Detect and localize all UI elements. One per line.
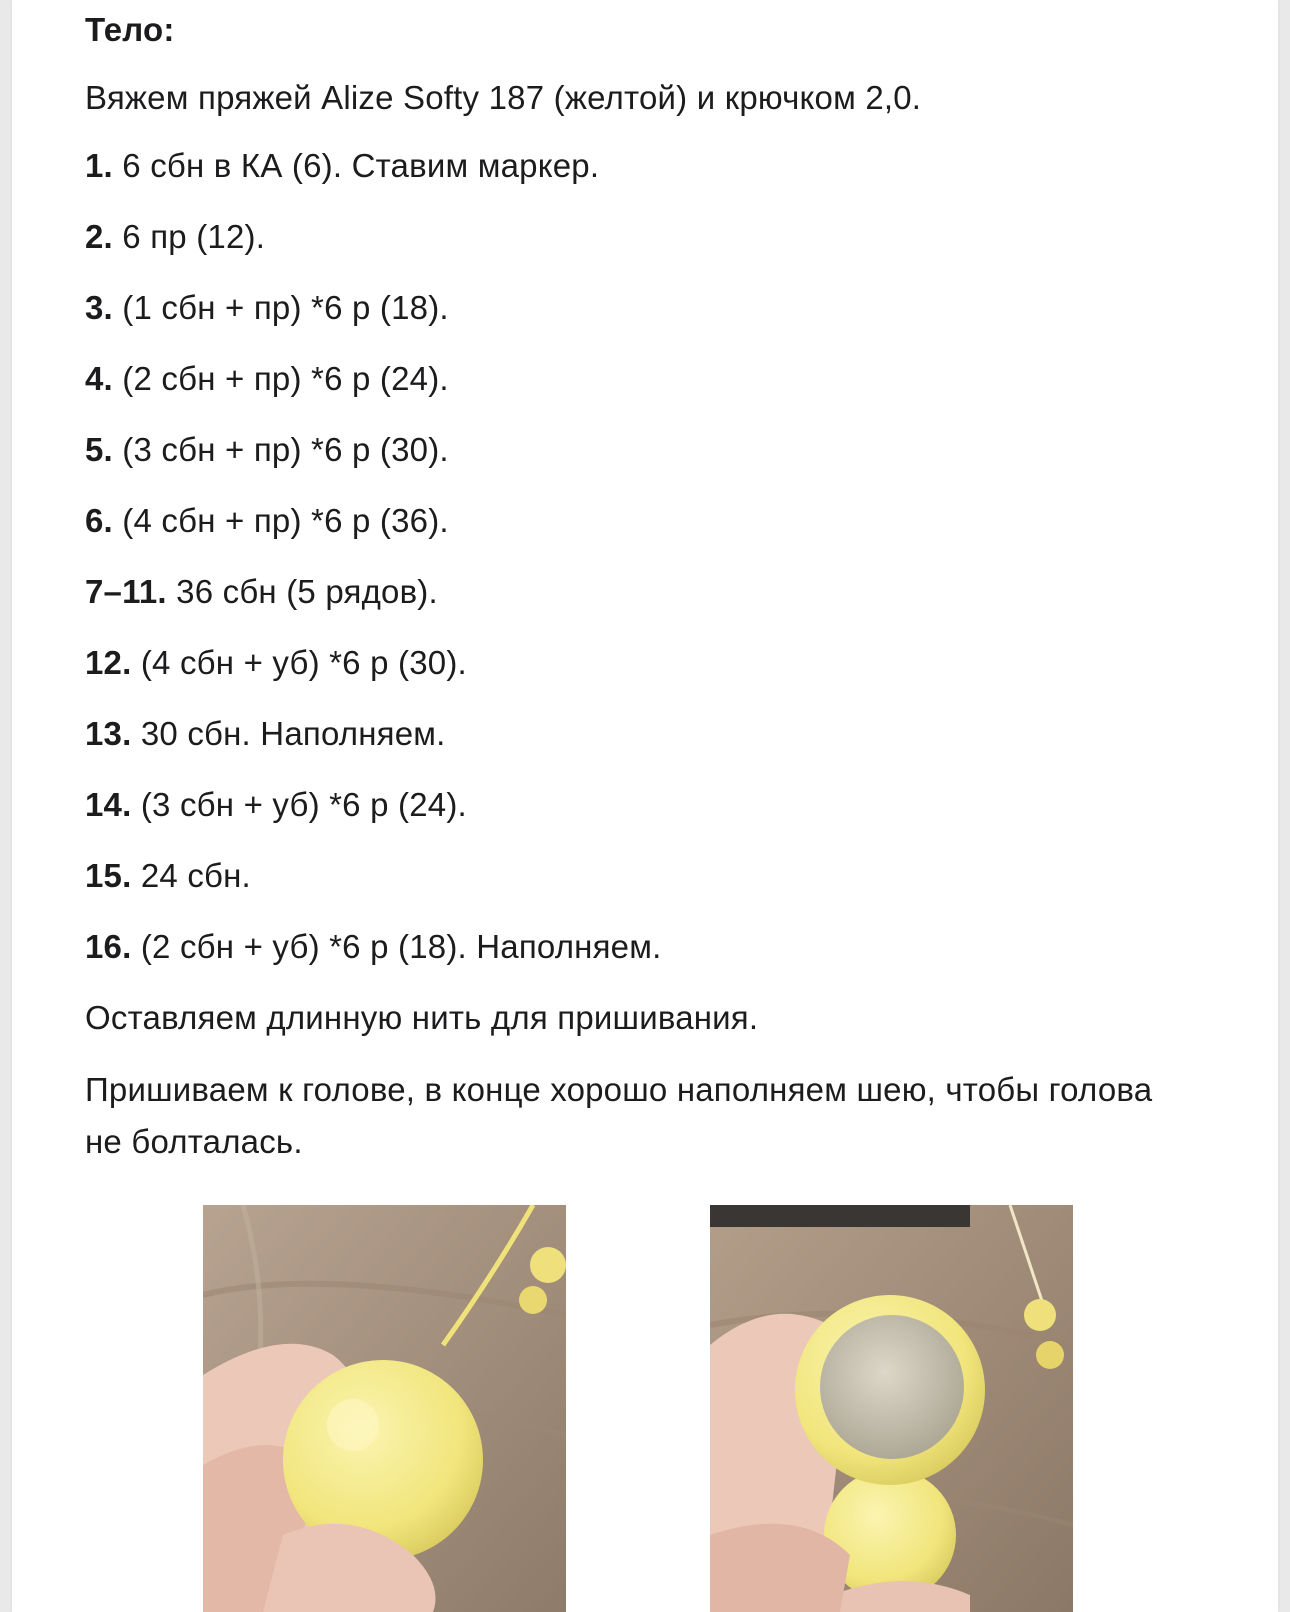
row-number: 4. xyxy=(85,360,113,397)
materials-intro: Вяжем пряжей Alize Softy 187 (желтой) и крючком 2,0. xyxy=(85,79,922,116)
row-instruction: 6 сбн в КА (6). Ставим маркер. xyxy=(122,147,600,184)
row-number: 7–11. xyxy=(85,573,167,610)
row-number: 3. xyxy=(85,289,113,326)
pattern-row xyxy=(85,215,1205,259)
pattern-row xyxy=(85,428,1205,472)
photo-yellow-ball xyxy=(203,1205,566,1612)
row-number: 2. xyxy=(85,218,113,255)
row-number: 12. xyxy=(85,644,132,681)
row-number: 5. xyxy=(85,431,113,468)
body-assembly-illustration xyxy=(710,1205,1073,1612)
row-instruction: 6 пр (12). xyxy=(122,218,266,255)
row-instruction: (4 сбн + уб) *6 р (30). xyxy=(140,644,467,681)
row-instruction: 30 сбн. Наполняем. xyxy=(140,715,446,752)
row-instruction: 36 сбн (5 рядов). xyxy=(176,573,438,610)
row-instruction: 24 сбн. xyxy=(140,857,251,894)
row-instruction: (2 сбн + уб) *6 р (18). Наполняем. xyxy=(140,928,662,965)
thread-note: Оставляем длинную нить для пришивания. xyxy=(85,999,759,1036)
pattern-row xyxy=(85,641,1205,685)
row-number: 1. xyxy=(85,147,113,184)
row-number: 6. xyxy=(85,502,113,539)
pattern-row xyxy=(85,286,1205,330)
document-page xyxy=(12,0,1278,1612)
row-instruction: (4 сбн + пр) *6 р (36). xyxy=(122,502,449,539)
pattern-row xyxy=(85,712,1205,756)
row-instruction: (3 сбн + пр) *6 р (30). xyxy=(122,431,449,468)
pattern-row xyxy=(85,925,1205,969)
row-instruction: (1 сбн + пр) *6 р (18). xyxy=(122,289,449,326)
pattern-row xyxy=(85,854,1205,898)
section-title: Тело: xyxy=(85,11,175,48)
row-number: 14. xyxy=(85,786,132,823)
pattern-row xyxy=(85,357,1205,401)
row-number: 16. xyxy=(85,928,132,965)
pattern-row xyxy=(85,144,1205,188)
pattern-row xyxy=(85,783,1205,827)
pattern-row xyxy=(85,570,1205,614)
yellow-ball-illustration xyxy=(203,1205,566,1612)
sewing-note: Пришиваем к голове, в конце хорошо наполняем шею, чтобы голова не болталась. xyxy=(85,1071,1153,1160)
photo-body-assembly xyxy=(710,1205,1073,1612)
row-number: 13. xyxy=(85,715,132,752)
pattern-row xyxy=(85,499,1205,543)
row-instruction: (2 сбн + пр) *6 р (24). xyxy=(122,360,449,397)
row-number: 15. xyxy=(85,857,132,894)
pattern-text xyxy=(85,8,1205,1168)
row-instruction: (3 сбн + уб) *6 р (24). xyxy=(140,786,467,823)
